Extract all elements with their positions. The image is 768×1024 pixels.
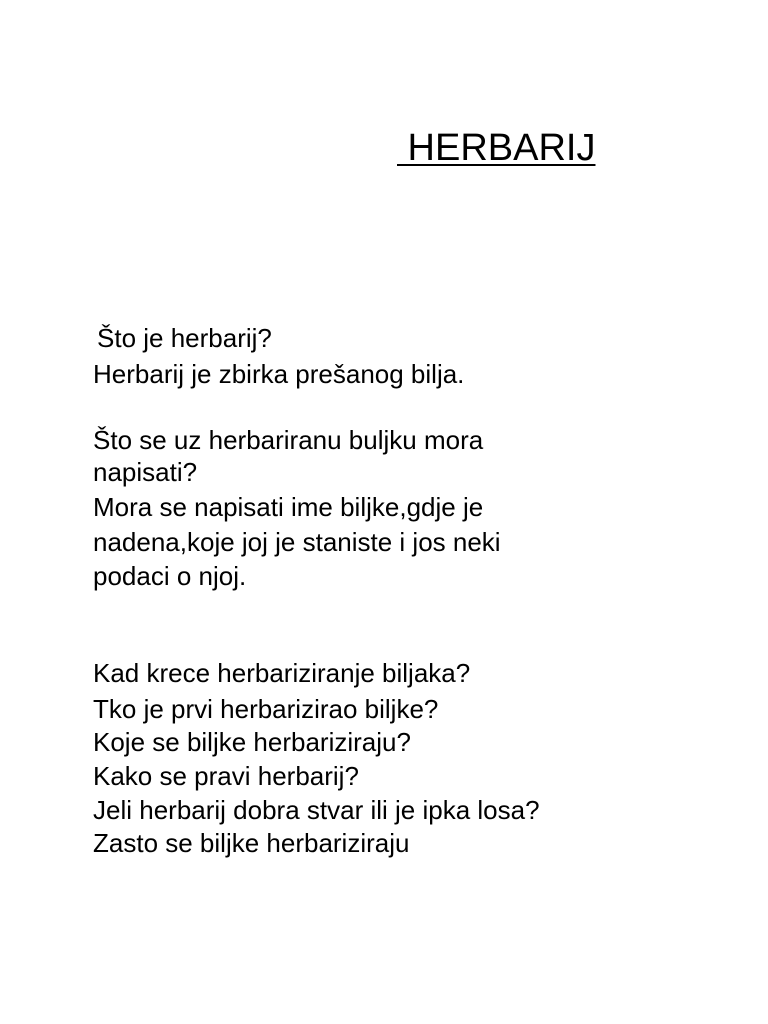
question-good-or-bad: Jeli herbarij dobra stvar ili je ipka losa? [93, 795, 540, 825]
question-which-plants: Koje se biljke herbariziraju? [93, 727, 411, 757]
question-who-first: Tko je prvi herbarizirao biljke? [93, 694, 439, 724]
page-title: HERBARIJ [397, 127, 596, 169]
answer-what-to-write-line2: nadena,koje joj je staniste i jos neki [93, 527, 501, 557]
question-what-to-write-line1: Što se uz herbariranu buljku mora [93, 425, 484, 455]
question-what-is-herbarium: Što je herbarij? [97, 323, 272, 353]
question-how-made: Kako se pravi herbarij? [93, 761, 359, 791]
question-why: Zasto se biljke herbariziraju [93, 828, 410, 858]
question-what-to-write-line2: napisati? [93, 457, 198, 487]
answer-what-to-write-line1: Mora se napisati ime biljke,gdje je [93, 492, 484, 522]
answer-what-to-write-line3: podaci o njoj. [93, 561, 247, 591]
question-when-starts: Kad krece herbariziranje biljaka? [93, 658, 471, 688]
answer-herbarium-definition: Herbarij je zbirka prešanog bilja. [93, 359, 465, 389]
